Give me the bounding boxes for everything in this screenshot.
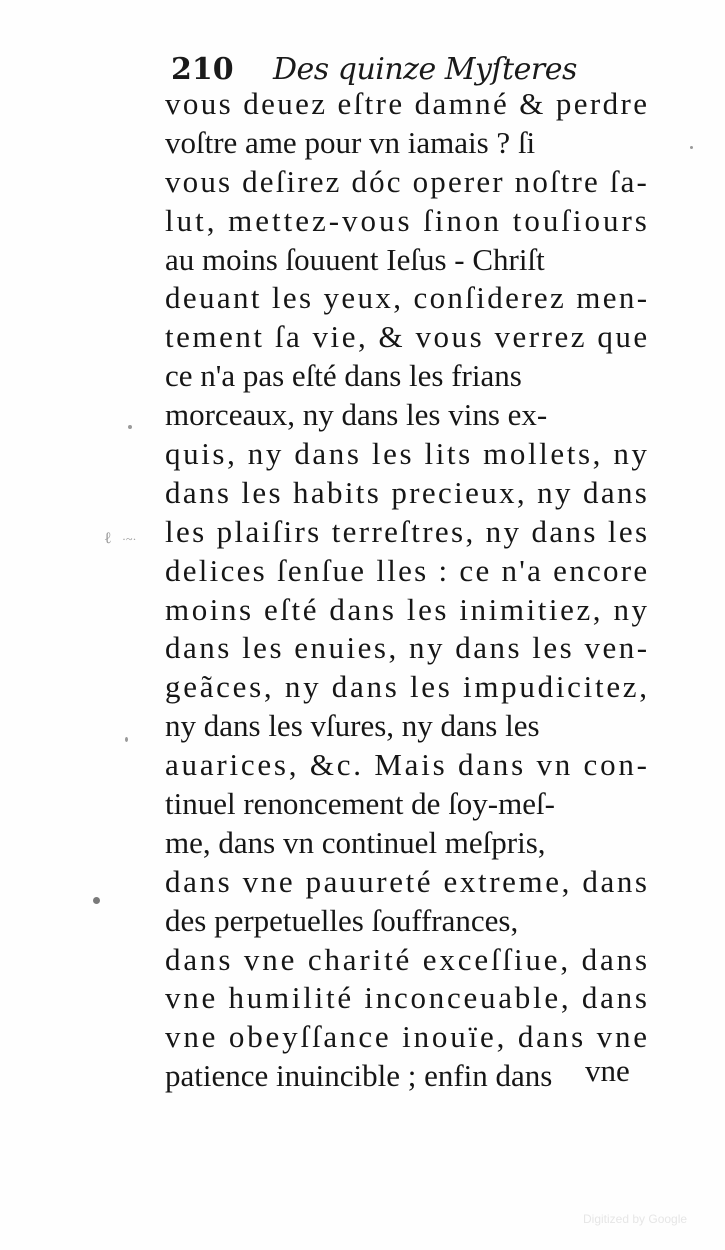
running-title: Des quinze Myſteres <box>273 52 577 87</box>
text-line: vne humilité inconceuable, dans <box>165 980 650 1016</box>
text-line: ny dans les vſures, ny dans les <box>165 708 540 744</box>
text-line: tement ſa vie, & vous verrez que <box>165 319 650 355</box>
text-line: moins eſté dans les inimitiez, ny <box>165 591 650 627</box>
margin-speck <box>128 425 132 429</box>
text-line: au moins ſouuent Ieſus - Chriſt <box>165 241 545 277</box>
text-line: des perpetuelles ſouffrances, <box>165 902 519 938</box>
text-line: patience inuincible ; enfin dans <box>165 1058 553 1094</box>
text-line: dans les enuies, ny dans les ven- <box>165 630 650 666</box>
text-line: voſtre ame pour vn iamais ? ſi <box>165 124 536 160</box>
text-line: dans vne pauureté extreme, dans <box>165 863 650 899</box>
text-line: dans les habits precieux, ny dans <box>165 474 650 510</box>
text-line: lut, mettez-vous ſinon touſiours <box>165 202 650 238</box>
text-line: dans vne charité exceſſiue, dans <box>165 941 650 977</box>
margin-speck <box>93 897 100 904</box>
text-line: vne obeyſſance inouïe, dans vne <box>165 1019 650 1055</box>
catchword: vne <box>585 1053 630 1088</box>
body-text <box>165 85 650 1096</box>
text-line: quis, ny dans les lits mollets, ny <box>165 436 650 472</box>
text-line: me, dans vn continuel meſpris, <box>165 824 546 860</box>
margin-speck <box>690 146 693 149</box>
margin-speck <box>125 737 128 742</box>
text-line: les plaiſirs terreſtres, ny dans les <box>165 513 650 549</box>
text-line: auarices, &c. Mais dans vn con- <box>165 747 650 783</box>
text-line: ce n'a pas eſté dans les frians <box>165 358 522 394</box>
margin-mark: ·~· <box>122 532 137 546</box>
text-line: vous deſirez dóc operer noſtre ſa- <box>165 163 650 199</box>
margin-mark: ℓ <box>104 530 112 547</box>
text-line: vous deuez eſtre damné & perdre <box>165 86 650 121</box>
text-line: deuant les yeux, conſiderez men- <box>165 280 650 316</box>
text-line: geãces, ny dans les impudicitez, <box>165 669 650 705</box>
text-line: morceaux, ny dans les vins ex- <box>165 397 548 433</box>
text-line: delices ſenſue lles : ce n'a encore <box>165 552 650 588</box>
watermark: Digitized by Google <box>583 1212 688 1226</box>
text-line: tinuel renoncement de ſoy-meſ- <box>165 786 555 822</box>
page-number: 210 <box>171 52 234 87</box>
